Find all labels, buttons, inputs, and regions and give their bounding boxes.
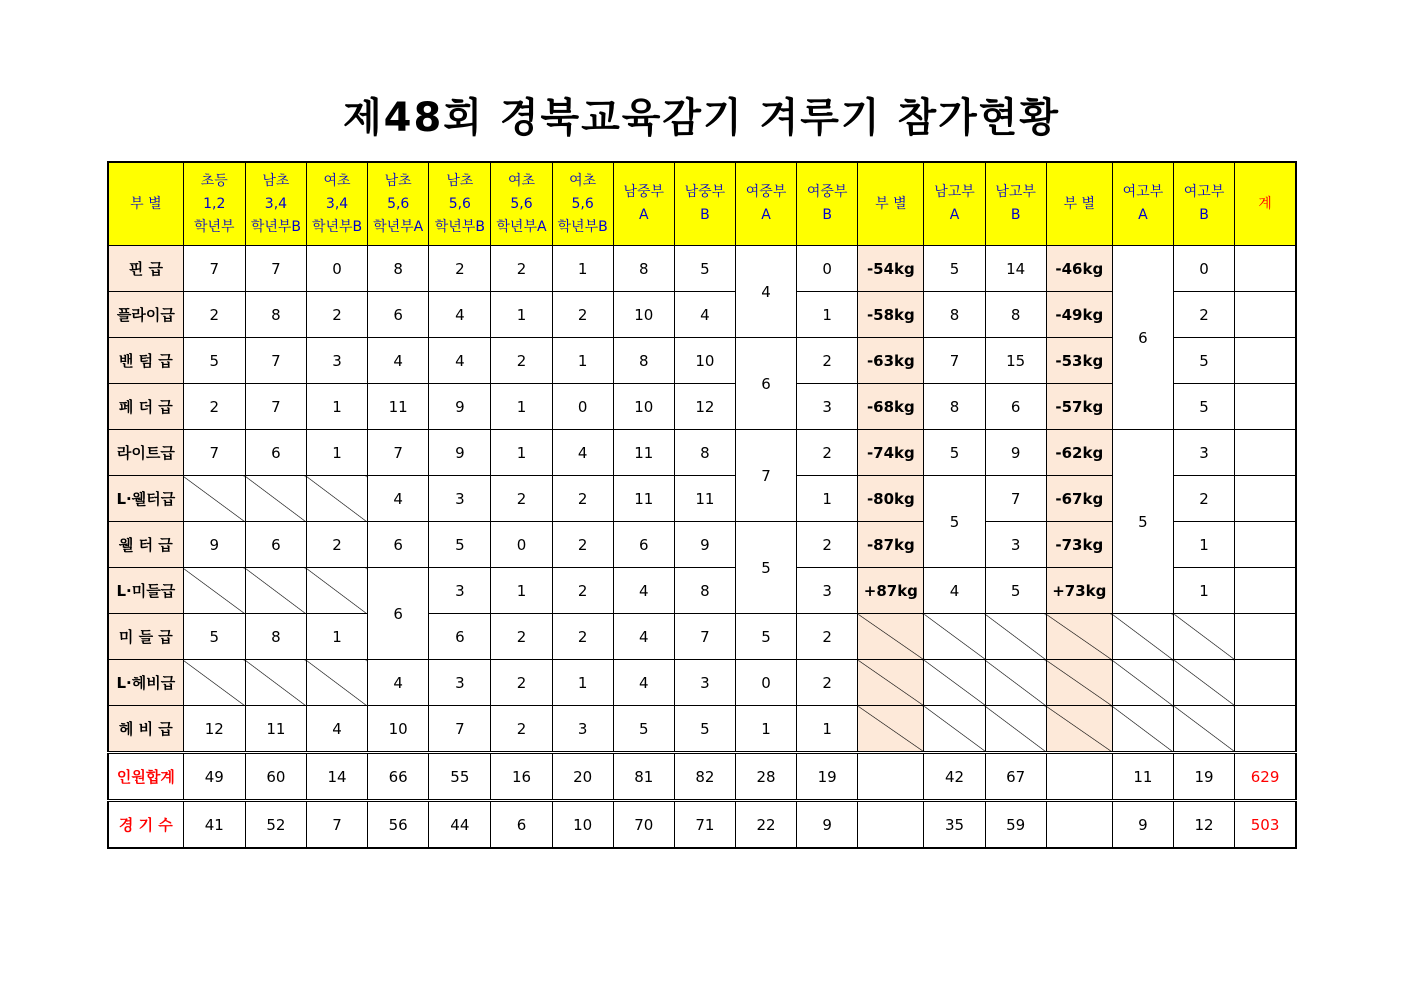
table-row [108, 614, 1296, 660]
cell: 1 [797, 292, 858, 338]
cell: 3 [797, 568, 858, 614]
high-boys-weight: -68kg [858, 384, 924, 430]
cell [1235, 384, 1296, 430]
cell [1235, 430, 1296, 476]
cell [1235, 614, 1296, 660]
cell [1235, 476, 1296, 522]
cell: 28 [735, 753, 796, 801]
cell [1046, 801, 1112, 849]
cell [858, 753, 924, 801]
cell: 56 [368, 801, 429, 849]
cell: 59 [985, 801, 1046, 849]
empty-diagonal-cell [1046, 660, 1112, 706]
table-row [108, 430, 1296, 476]
cell: 8 [924, 384, 985, 430]
cell: 8 [674, 430, 735, 476]
cell: 2 [491, 706, 552, 753]
merged-cell: 7 [735, 430, 796, 522]
page-title: 제48회 경북교육감기 겨루기 참가현황 [342, 95, 1061, 141]
weight-class-label: 페 더 급 [108, 384, 183, 430]
empty-diagonal-cell [924, 660, 985, 706]
cell: 60 [245, 753, 306, 801]
empty-diagonal-cell [858, 706, 924, 753]
header-col: 남초 3,4 학년부B [245, 162, 306, 246]
cell: 20 [552, 753, 613, 801]
empty-diagonal-cell [183, 568, 245, 614]
merged-cell: 5 [1112, 430, 1173, 614]
merged-cell: 5 [735, 522, 796, 614]
table-row [108, 660, 1296, 706]
cell: 9 [429, 430, 491, 476]
cell: 0 [735, 660, 796, 706]
cell [1235, 338, 1296, 384]
cell: 2 [491, 246, 552, 292]
cell: 11 [368, 384, 429, 430]
header-col: 남초 5,6 학년부A [368, 162, 429, 246]
cell: 3 [429, 476, 491, 522]
high-girls-weight: -49kg [1046, 292, 1112, 338]
cell: 6 [491, 801, 552, 849]
cell: 14 [985, 246, 1046, 292]
totals-row [108, 753, 1296, 801]
cell: 7 [245, 338, 306, 384]
high-boys-weight: -63kg [858, 338, 924, 384]
header-col: 여중부 A [735, 162, 796, 246]
cell: 42 [924, 753, 985, 801]
cell: 6 [245, 522, 306, 568]
cell: 66 [368, 753, 429, 801]
cell: 3 [429, 568, 491, 614]
cell: 1 [552, 338, 613, 384]
cell: 2 [491, 338, 552, 384]
header-col: 여초 5,6 학년부B [552, 162, 613, 246]
cell: 1 [552, 660, 613, 706]
cell: 4 [368, 660, 429, 706]
cell: 3 [552, 706, 613, 753]
high-girls-weight: -57kg [1046, 384, 1112, 430]
cell: 4 [613, 614, 674, 660]
high-girls-weight: -46kg [1046, 246, 1112, 292]
cell [858, 801, 924, 849]
cell [1235, 660, 1296, 706]
cell: 1 [1174, 522, 1235, 568]
empty-diagonal-cell [1112, 614, 1173, 660]
header-row [108, 162, 1296, 246]
empty-diagonal-cell [245, 476, 306, 522]
cell: 10 [613, 292, 674, 338]
high-boys-weight: +87kg [858, 568, 924, 614]
weight-class-label: 밴 텀 급 [108, 338, 183, 384]
empty-diagonal-cell [1112, 660, 1173, 706]
cell [1235, 522, 1296, 568]
empty-diagonal-cell [306, 660, 367, 706]
high-girls-weight: +73kg [1046, 568, 1112, 614]
empty-diagonal-cell [924, 706, 985, 753]
cell: 5 [924, 430, 985, 476]
cell: 11 [613, 476, 674, 522]
cell: 1 [797, 706, 858, 753]
high-girls-weight: -67kg [1046, 476, 1112, 522]
cell: 4 [429, 338, 491, 384]
cell: 0 [797, 246, 858, 292]
cell: 41 [183, 801, 245, 849]
cell: 2 [552, 522, 613, 568]
cell: 2 [552, 476, 613, 522]
cell: 22 [735, 801, 796, 849]
cell: 10 [552, 801, 613, 849]
high-boys-weight: -54kg [858, 246, 924, 292]
cell [1046, 753, 1112, 801]
empty-diagonal-cell [858, 660, 924, 706]
cell: 1 [491, 292, 552, 338]
cell: 2 [491, 614, 552, 660]
header-division: 부 별 [108, 162, 183, 246]
cell: 49 [183, 753, 245, 801]
cell: 1 [735, 706, 796, 753]
weight-class-label: L·헤비급 [108, 660, 183, 706]
cell: 5 [674, 706, 735, 753]
cell: 52 [245, 801, 306, 849]
empty-diagonal-cell [985, 706, 1046, 753]
merged-cell: 6 [1112, 246, 1173, 430]
cell: 7 [306, 801, 367, 849]
cell: 70 [613, 801, 674, 849]
cell: 11 [1112, 753, 1173, 801]
cell: 8 [368, 246, 429, 292]
cell: 10 [368, 706, 429, 753]
cell: 1 [491, 384, 552, 430]
cell: 6 [368, 292, 429, 338]
cell [1235, 292, 1296, 338]
cell: 5 [183, 338, 245, 384]
high-girls-weight: -62kg [1046, 430, 1112, 476]
header-col: 남중부 A [613, 162, 674, 246]
header-col: 남고부 B [985, 162, 1046, 246]
cell: 4 [368, 338, 429, 384]
cell [1235, 246, 1296, 292]
cell: 3 [429, 660, 491, 706]
cell: 2 [306, 292, 367, 338]
cell: 2 [797, 430, 858, 476]
participation-table [107, 161, 1297, 849]
empty-diagonal-cell [183, 660, 245, 706]
cell: 1 [306, 614, 367, 660]
cell: 8 [985, 292, 1046, 338]
cell: 2 [183, 292, 245, 338]
empty-diagonal-cell [245, 568, 306, 614]
header-col: 남중부 B [674, 162, 735, 246]
cell: 11 [674, 476, 735, 522]
cell: 35 [924, 801, 985, 849]
cell: 4 [552, 430, 613, 476]
header-col: 여고부 B [1174, 162, 1235, 246]
matches-label: 경 기 수 [108, 801, 183, 849]
weight-class-label: 미 들 급 [108, 614, 183, 660]
cell: 6 [985, 384, 1046, 430]
empty-diagonal-cell [985, 614, 1046, 660]
cell: 16 [491, 753, 552, 801]
cell: 9 [1112, 801, 1173, 849]
cell: 1 [1174, 568, 1235, 614]
high-boys-weight: -80kg [858, 476, 924, 522]
cell: 5 [613, 706, 674, 753]
cell: 3 [985, 522, 1046, 568]
header-col: 여초 5,6 학년부A [491, 162, 552, 246]
cell: 19 [1174, 753, 1235, 801]
cell: 7 [245, 246, 306, 292]
cell: 55 [429, 753, 491, 801]
cell: 2 [491, 476, 552, 522]
cell: 1 [797, 476, 858, 522]
weight-class-label: 헤 비 급 [108, 706, 183, 753]
cell: 7 [985, 476, 1046, 522]
cell: 4 [674, 292, 735, 338]
cell: 12 [674, 384, 735, 430]
cell: 7 [245, 384, 306, 430]
cell: 9 [429, 384, 491, 430]
weight-class-label: 라이트급 [108, 430, 183, 476]
cell: 5 [429, 522, 491, 568]
cell: 6 [429, 614, 491, 660]
high-boys-weight: -74kg [858, 430, 924, 476]
cell: 1 [491, 568, 552, 614]
cell: 8 [613, 246, 674, 292]
cell: 9 [985, 430, 1046, 476]
empty-diagonal-cell [858, 614, 924, 660]
cell: 4 [613, 660, 674, 706]
header-division: 부 별 [858, 162, 924, 246]
cell: 2 [552, 292, 613, 338]
cell: 4 [613, 568, 674, 614]
empty-diagonal-cell [306, 476, 367, 522]
cell: 0 [1174, 246, 1235, 292]
matches-row [108, 801, 1296, 849]
weight-class-label: L·웰터급 [108, 476, 183, 522]
cell: 3 [674, 660, 735, 706]
cell: 12 [1174, 801, 1235, 849]
empty-diagonal-cell [1046, 706, 1112, 753]
cell: 2 [797, 614, 858, 660]
cell: 3 [306, 338, 367, 384]
cell: 7 [183, 430, 245, 476]
cell: 5 [1174, 384, 1235, 430]
empty-diagonal-cell [306, 568, 367, 614]
weight-class-label: 핀 급 [108, 246, 183, 292]
high-girls-weight: -53kg [1046, 338, 1112, 384]
cell: 2 [797, 338, 858, 384]
cell: 1 [552, 246, 613, 292]
cell: 0 [491, 522, 552, 568]
cell: 2 [552, 568, 613, 614]
cell: 0 [552, 384, 613, 430]
header-col: 남초 5,6 학년부B [429, 162, 491, 246]
cell: 10 [613, 384, 674, 430]
high-boys-weight: -87kg [858, 522, 924, 568]
cell: 10 [674, 338, 735, 384]
cell: 5 [985, 568, 1046, 614]
cell: 3 [1174, 430, 1235, 476]
cell: 9 [674, 522, 735, 568]
cell: 6 [245, 430, 306, 476]
cell: 9 [797, 801, 858, 849]
weight-class-label: 웰 터 급 [108, 522, 183, 568]
cell: 7 [674, 614, 735, 660]
weight-class-label: L·미들급 [108, 568, 183, 614]
empty-diagonal-cell [245, 660, 306, 706]
cell: 15 [985, 338, 1046, 384]
high-girls-weight: -73kg [1046, 522, 1112, 568]
header-col: 초등 1,2 학년부 [183, 162, 245, 246]
cell: 3 [797, 384, 858, 430]
cell: 7 [924, 338, 985, 384]
cell: 8 [245, 292, 306, 338]
cell: 8 [924, 292, 985, 338]
empty-diagonal-cell [924, 614, 985, 660]
weight-class-label: 플라이급 [108, 292, 183, 338]
cell: 82 [674, 753, 735, 801]
header-division: 부 별 [1046, 162, 1112, 246]
cell: 7 [429, 706, 491, 753]
cell: 7 [368, 430, 429, 476]
merged-cell: 4 [735, 246, 796, 338]
cell: 2 [797, 522, 858, 568]
cell: 8 [613, 338, 674, 384]
cell: 1 [491, 430, 552, 476]
cell: 1 [306, 384, 367, 430]
cell: 4 [368, 476, 429, 522]
cell: 1 [306, 430, 367, 476]
cell: 19 [797, 753, 858, 801]
cell: 14 [306, 753, 367, 801]
cell: 5 [1174, 338, 1235, 384]
cell: 4 [924, 568, 985, 614]
cell: 5 [183, 614, 245, 660]
header-col: 여초 3,4 학년부B [306, 162, 367, 246]
cell: 2 [552, 614, 613, 660]
cell: 2 [1174, 292, 1235, 338]
cell: 9 [183, 522, 245, 568]
header-total: 계 [1235, 162, 1296, 246]
cell: 5 [674, 246, 735, 292]
cell [1235, 706, 1296, 753]
cell: 2 [797, 660, 858, 706]
cell: 7 [183, 246, 245, 292]
empty-diagonal-cell [1112, 706, 1173, 753]
cell: 12 [183, 706, 245, 753]
cell: 71 [674, 801, 735, 849]
empty-diagonal-cell [1174, 706, 1235, 753]
cell: 4 [306, 706, 367, 753]
cell: 11 [245, 706, 306, 753]
cell: 5 [735, 614, 796, 660]
table-row [108, 706, 1296, 753]
cell: 6 [613, 522, 674, 568]
merged-cell: 6 [368, 568, 429, 660]
cell: 8 [674, 568, 735, 614]
cell: 0 [306, 246, 367, 292]
cell [1235, 568, 1296, 614]
merged-cell: 5 [924, 476, 985, 568]
high-boys-weight: -58kg [858, 292, 924, 338]
empty-diagonal-cell [1174, 660, 1235, 706]
cell: 6 [368, 522, 429, 568]
cell: 11 [613, 430, 674, 476]
grand-total-participants: 629 [1235, 753, 1296, 801]
grand-total-matches: 503 [1235, 801, 1296, 849]
cell: 2 [306, 522, 367, 568]
merged-cell: 6 [735, 338, 796, 430]
empty-diagonal-cell [1174, 614, 1235, 660]
cell: 81 [613, 753, 674, 801]
cell: 5 [924, 246, 985, 292]
header-col: 남고부 A [924, 162, 985, 246]
empty-diagonal-cell [1046, 614, 1112, 660]
empty-diagonal-cell [183, 476, 245, 522]
cell: 8 [245, 614, 306, 660]
cell: 2 [1174, 476, 1235, 522]
header-col: 여고부 A [1112, 162, 1173, 246]
cell: 2 [491, 660, 552, 706]
cell: 2 [429, 246, 491, 292]
cell: 44 [429, 801, 491, 849]
cell: 2 [183, 384, 245, 430]
header-col: 여중부 B [797, 162, 858, 246]
cell: 4 [429, 292, 491, 338]
cell: 67 [985, 753, 1046, 801]
totals-label: 인원합계 [108, 753, 183, 801]
table-row [108, 246, 1296, 292]
empty-diagonal-cell [985, 660, 1046, 706]
